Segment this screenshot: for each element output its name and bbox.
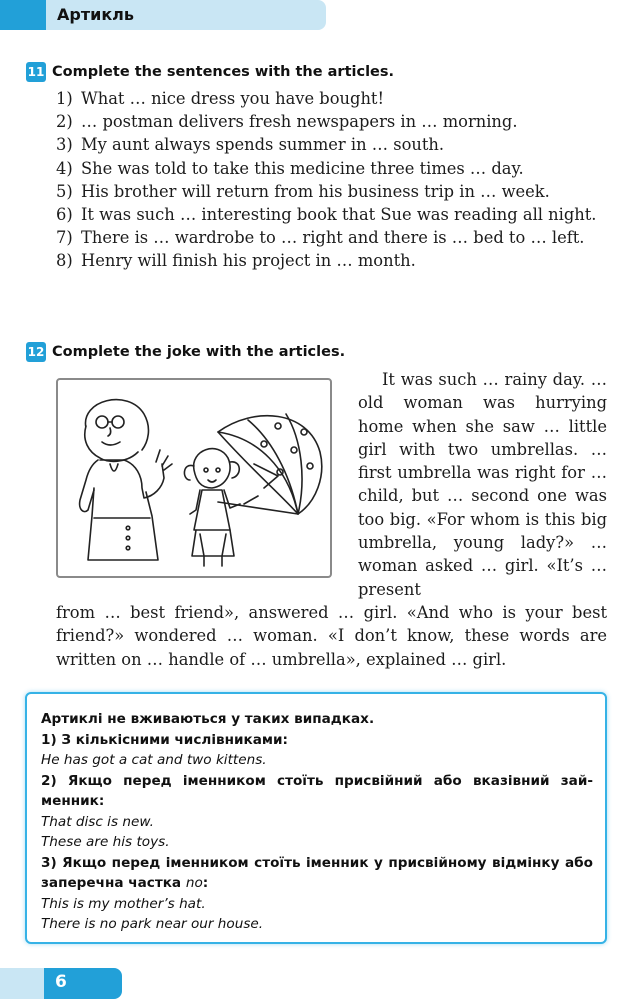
section-title: Артикль [57,5,135,24]
sentence-item: 2) … postman delivers fresh newspapers in … morning. [56,112,518,132]
rule-heading: Артиклі не вживаються у таких випадках. [41,711,375,727]
little-girl-figure [184,449,240,566]
old-woman-figure [80,400,172,560]
rule-3-example-2: There is no park near our house. [41,916,264,932]
exercise-11-title: Complete the sentences with the articles. [52,63,395,80]
exercise-12-header [26,341,345,361]
exercise-11-number: 11 [26,62,46,82]
rule-2-title-line1: 2) Якщо перед іменником стоїть присвійний або вказівний зай- [41,772,593,789]
exercise-11-sentences [56,87,612,273]
page-number: 6 [55,972,67,992]
grammar-rule-content [41,709,593,935]
joke-text-side: It was such … rainy day. … old woman was hurrying home when she saw … little girl with two umbrellas. … first umbrella was right for … child, but … second one was too big. «For whom is this big umbrella, young lady?» … woman asked … girl. «It’s … present [358,370,607,599]
sentence-item: 1) What … nice dress you have bought! [56,89,385,108]
sentence-item: 7) There is … wardrobe to … right and there is … bed to … left. [56,228,585,248]
rule-1-example: He has got a cat and two kittens. [41,752,267,768]
exercise-12-title: Complete the joke with the articles. [52,343,346,360]
rule-3-example-1: This is my mother’s hat. [41,895,206,912]
rule-1-title: 1) З кількісними числівниками: [41,731,288,748]
exercise-11-header [26,61,394,81]
exercise-12-number: 12 [26,342,46,362]
section-header-accent [0,0,46,30]
rule-2-title-line2: менник: [41,793,105,809]
rule-3-title-line1: 3) Якщо перед іменником стоїть іменник у присвійному відмінку або [41,854,593,871]
woman-and-girl-drawing [58,380,330,576]
page-number-accent [0,968,44,999]
sentence-item: 3) My aunt always spends summer in … south. [56,135,445,155]
rule-3-title-line2: заперечна частка no: [41,875,209,891]
grammar-rule-box [25,692,607,944]
rule-2-example-2: These are his toys. [41,834,170,850]
sentence-item: 6) It was such … interesting book that Sue was reading all night. [56,205,597,225]
joke-text-bottom: from … best friend», answered … girl. «And who is your best friend?» wondered … woman. «I don’t know, these words are written on … handle of … umbrella», explained … girl. [56,603,607,669]
big-umbrella [218,414,322,514]
sentence-item: 8) Henry will finish his project in … month. [56,251,416,271]
joke-illustration [56,378,332,578]
section-header-tab [0,0,326,30]
sentence-item: 4) She was told to take this medicine three times … day. [56,158,524,178]
rule-2-example-1: That disc is new. [41,813,154,830]
sentence-item: 5) His brother will return from his business trip in … week. [56,181,550,201]
